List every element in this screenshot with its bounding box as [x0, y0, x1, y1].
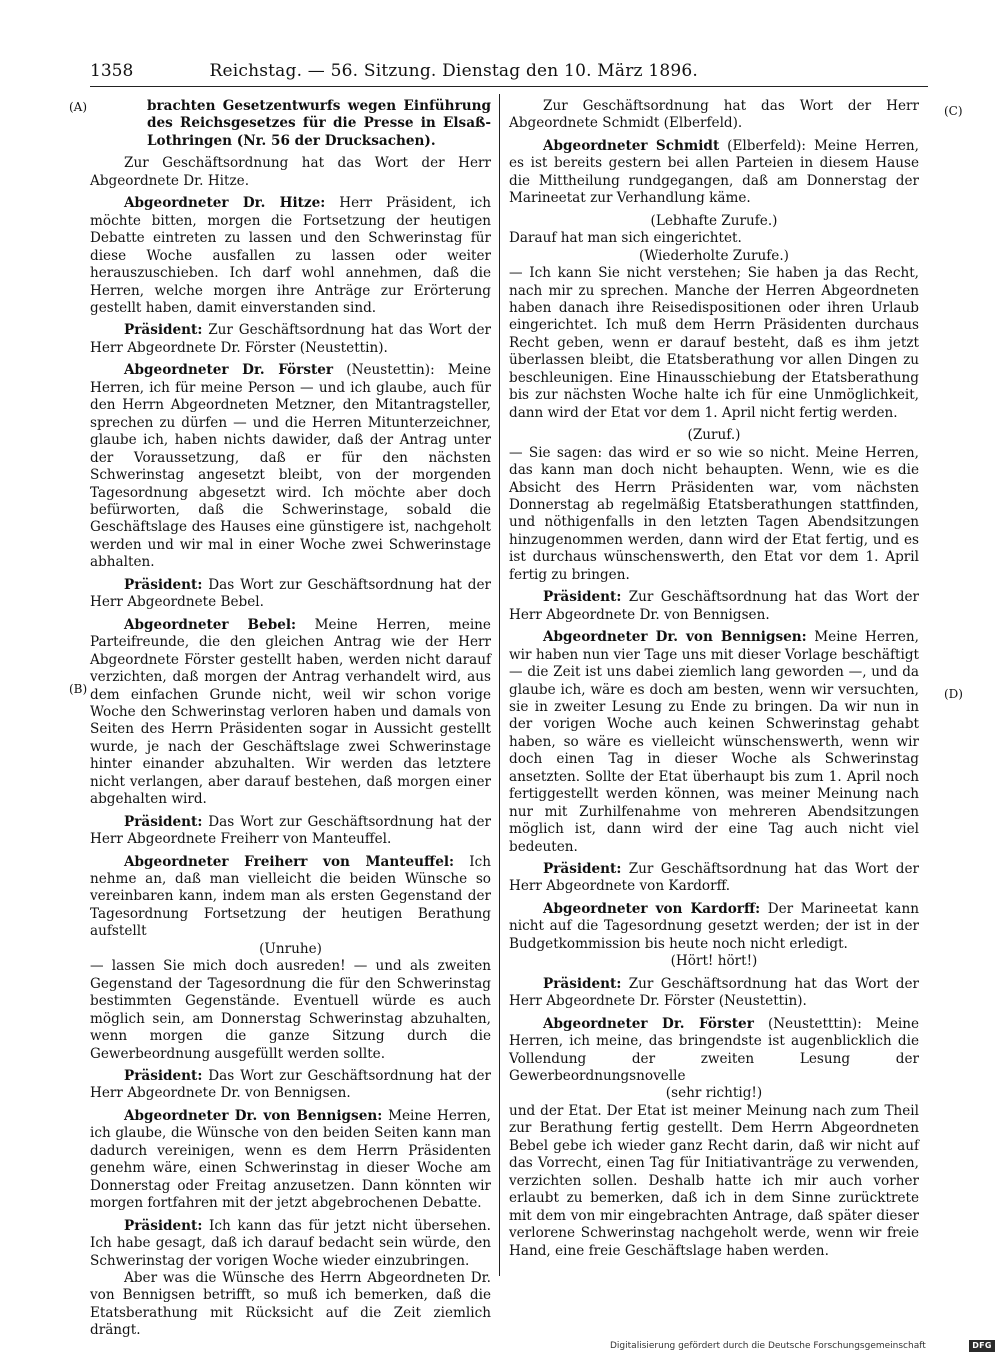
header-rule	[90, 86, 928, 87]
paragraph	[90, 1270, 491, 1340]
paragraph-text: brachten Gesetzentwurfs wegen Einführung des Reichsgesetzes für die Presse in Elsaß-Lothringen (Nr. 56 der Drucksachen).	[147, 98, 491, 149]
paragraph	[90, 362, 491, 571]
paragraph-text: Ich nehme an, daß man vielleicht die beiden Wünsche so vereinbaren kann, indem man als ersten Gegenstand der Tagesordnung Fortsetzung der heutigen Berathung aufstellt	[90, 853, 492, 940]
paragraph	[90, 155, 491, 190]
speaker-name: Abgeordneter Freiherr von Manteuffel:	[124, 853, 455, 870]
paragraph	[90, 854, 491, 941]
speaker-name: Präsident:	[124, 322, 203, 339]
paragraph-text: (Elberfeld): Meine Herren, es ist bereits gestern bei allen Parteien in diesem Hause die Mittheilung rundgegangen, daß am Donnerstag der Marineetat zur Verhandlung käme.	[509, 137, 920, 207]
paragraph-text: Zur Geschäftsordnung hat das Wort der Herr Abgeordnete Dr. Förster (Neustettin).	[90, 322, 491, 356]
paragraph	[509, 230, 919, 247]
paragraph	[509, 138, 919, 208]
paragraph	[90, 958, 491, 1063]
paragraph-text: Der Marineetat kann nicht auf die Tagesordnung gesetzt werden; der ist in der Budgetkommission bis heute noch nicht erledigt.	[509, 900, 919, 952]
speaker-name: Abgeordneter Dr. Hitze:	[124, 195, 326, 212]
paragraph-text: Zur Geschäftsordnung hat das Wort der Herr Abgeordnete Dr. Förster (Neustettin).	[509, 975, 919, 1010]
paragraph	[509, 1103, 919, 1260]
margin-marker-d: (D)	[944, 687, 963, 701]
paragraph	[509, 213, 919, 230]
column-separator	[499, 94, 500, 1276]
paragraph-text: Das Wort zur Geschäftsordnung hat der Herr Abgeordnete Bebel.	[90, 576, 491, 611]
dfg-logo: DFG	[969, 1340, 995, 1352]
paragraph-text: Das Wort zur Geschäftsordnung hat der Herr Abgeordnete Freiherr von Manteuffel.	[90, 813, 491, 848]
paragraph-text: — Sie sagen: das wird er so wie so nicht. Meine Herren, das kann man doch nicht behaupten. Wenn, wie es die Absicht des Herrn Präsidenten war, vom nächsten Donnerstag ab regelmäßig Etatsberathungen stattfinden, und nöthigenfalls in den letzten Tagen Abendsitzungen hinzugenommen werden, dann wird der Etat fertig, und es ist durchaus wünschenswerth, den Etat vor dem 1. April fertig zu bringen.	[509, 444, 919, 583]
paragraph	[90, 1068, 491, 1103]
paragraph-text: (Neustettin): Meine Herren, ich für meine Person — und ich glaube, auch für den Herrn Abgeordneten Metzner, den Mitantragsteller, sprechen zu dürfen — und die Herren Mitunterzeichner, glaube ich, haben nichts dawider, daß der Antrag unter der Voraussetzung, daß er für den nächsten Schwerinstag angesetzt bleibt, von der morgenden Tagesordnung abgesetzt wird. Ich möchte aber doch befürworten, daß die Schwerinstage, sobald die Geschäftslage des Hauses eine günstigere ist, nachgeholt werden und wir mal in einer Woche zwei Schwerinstage abhalten.	[90, 362, 491, 571]
paragraph	[509, 976, 919, 1011]
paragraph	[90, 195, 491, 317]
speaker-name: Abgeordneter Dr. Förster	[124, 362, 334, 379]
speaker-name: Abgeordneter Schmidt	[543, 137, 720, 154]
paragraph	[509, 248, 919, 265]
paragraph-text: Zur Geschäftsordnung hat das Wort der Herr Abgeordnete Schmidt (Elberfeld).	[509, 98, 919, 132]
paragraph	[90, 577, 491, 612]
margin-marker-a: (A)	[69, 100, 88, 114]
paragraph-text: Meine Herren, wir haben nun vier Tage uns mit dieser Vorlage beschäftigt — die Zeit ist uns dabei ziemlich lang geworden —, und da glaube ich, wäre es doch am besten, wenn wir versuchten, sie in zweiter Lesung zu Ende zu bringen. Da wir nun in der vorigen Woche auch keinen Schwerinstag gehabt haben, so wäre es vielleicht wünschenswerth, wenn wir doch einen Tag in dieser Woche als Schwerinstag ansetzten. Sollte der Etat überhaupt bis zum 1. April noch fertiggestellt werden können, was meiner Meinung nach nur mit Zurhilfenahme von mehreren Abendsitzungen möglich ist, dann wird der eine Tag auch nicht viel bedeuten.	[509, 629, 919, 855]
paragraph-text: Zur Geschäftsordnung hat das Wort der Herr Abgeordnete Dr. Hitze.	[90, 155, 491, 189]
paragraph	[90, 814, 491, 849]
speaker-name: Präsident:	[124, 813, 203, 830]
paragraph-text: Meine Herren, meine Parteifreunde, die den gleichen Antrag wie der Herr Abgeordnete Förster gestellt haben, werden nicht darauf verzichten, daß morgen der Antrag verhandelt wird, aus dem einfachen Grunde nicht, weil wir schon vorige Woche den Schwerinstag verloren haben und damals von Seiten des Herrn Präsidenten sogar in Aussicht gestellt wurde, je nach der Geschäftslage zwei Schwerinstage hinter einander abzuhalten. Wir werden das letztere nicht verlangen, aber darauf bestehen, daß morgen einer abgehalten wird.	[90, 616, 491, 808]
paragraph-text: (Lebhafte Zurufe.)	[650, 212, 778, 229]
speaker-name: Abgeordneter Dr. von Bennigsen:	[124, 1107, 383, 1124]
margin-marker-b: (B)	[69, 682, 88, 696]
paragraph-text: (Unruhe)	[259, 940, 322, 957]
running-header	[90, 58, 698, 84]
paragraph	[509, 1016, 919, 1086]
paragraph	[90, 1108, 491, 1213]
paragraph-text: Zur Geschäftsordnung hat das Wort der Herr Abgeordnete von Kardorff.	[509, 861, 919, 895]
paragraph-text: Ich kann das für jetzt nicht übersehen. Ich habe gesagt, daß ich darauf bedacht sein würde, den Schwerinstag der vorigen Woche wieder einzubringen.	[90, 1217, 491, 1269]
paragraph	[509, 629, 919, 856]
paragraph	[509, 1085, 919, 1102]
paragraph-text: Meine Herren, ich glaube, die Wünsche von den beiden Seiten kann man dadurch vereinigen, wenn es dem Herrn Präsidenten genehm wäre, einen Schwerinstag in dieser Woche am Donnerstag oder Freitag anzusetzen. Dann könnten wir morgen fortfahren mit der jetzt abgebrochenen Debatte.	[90, 1107, 491, 1212]
paragraph-text: — lassen Sie mich doch ausreden! — und als zweiten Gegenstand der Tagesordnung die für den Schwerinstag bestimmten Gegenstände. Eventuell würde es auch möglich sein, am Donnerstag Schwerinstag abzuhalten, wenn morgen die ganze Sitzung durch die Gewerbeordnung ausgefüllt werden sollte.	[90, 958, 491, 1062]
running-title: Reichstag. — 56. Sitzung. Dienstag den 10. März 1896.	[209, 61, 698, 81]
speaker-name: Präsident:	[124, 1068, 203, 1085]
paragraph	[509, 901, 919, 953]
speaker-name: Präsident:	[124, 1217, 203, 1234]
margin-marker-c: (C)	[944, 104, 963, 118]
paragraph-text: Darauf hat man sich eingerichtet.	[509, 230, 742, 247]
paragraph	[509, 861, 919, 896]
speaker-name: Präsident:	[543, 861, 622, 878]
paragraph	[509, 98, 919, 133]
speaker-name: Abgeordneter Dr. von Bennigsen:	[543, 629, 807, 646]
page-number: 1358	[90, 61, 134, 81]
paragraph-text: (Neustetttin): Meine Herren, ich meine, das bringendste ist augenblicklich die Vollendung der zweiten Lesung der Gewerbeordnungsnovelle	[509, 1015, 920, 1085]
speaker-name: Präsident:	[543, 589, 622, 606]
paragraph-text: Zur Geschäftsordnung hat das Wort der Herr Abgeordnete Dr. von Bennigsen.	[509, 589, 919, 623]
footer-credit: Digitalisierung gefördert durch die Deutsche Forschungsgemeinschaft	[610, 1341, 926, 1351]
speaker-name: Präsident:	[124, 576, 203, 593]
paragraph	[90, 322, 491, 357]
paragraph	[509, 445, 919, 585]
paragraph-text: Herr Präsident, ich möchte bitten, morgen die Fortsetzung der heutigen Debatte eintreten zu lassen und den Schwerinstag für diese Woche ausfallen zu lassen oder weiter herauszuschieben. Ich darf wohl annehmen, daß die Herren, welche morgen ihre Anträge zur Erörterung gestellt haben, damit einverstanden sind.	[90, 195, 491, 316]
paragraph-text: (Hört! hört!)	[670, 953, 758, 970]
paragraph-text: (Wiederholte Zurufe.)	[639, 247, 789, 264]
paragraph	[90, 617, 491, 809]
paragraph	[90, 1218, 491, 1270]
speaker-name: Abgeordneter Dr. Förster	[543, 1015, 754, 1032]
speaker-name: Präsident:	[543, 975, 622, 992]
paragraph	[509, 265, 919, 422]
paragraph-text: und der Etat. Der Etat ist meiner Meinung nach zum Theil zur Berathung fertig gestellt. Dem Herrn Abgeordneten Bebel gebe ich wieder ganz Recht darin, daß wir nicht auf das Vorrecht, einen Tag für Initiativanträge zu verwenden, verzichten sollen. Deshalb hatte ich mir auch vorher erlaubt zu bemerken, daß ich in dem Sinne zurücktrete mit dem von mir eingebrachten Antrage, daß später dieser verlorene Schwerinstag nachgeholt werde, wenn wir freie Hand, eine freie Geschäftslage haben werden.	[509, 1102, 919, 1259]
paragraph-text: Das Wort zur Geschäftsordnung hat der Herr Abgeordnete Dr. von Bennigsen.	[90, 1068, 491, 1102]
paragraph	[90, 941, 491, 958]
paragraph	[147, 98, 491, 150]
paragraph-text: — Ich kann Sie nicht verstehen; Sie haben ja das Recht, nach mir zu sprechen. Manche der Herren Abgeordneten haben danach ihre Reisedispositionen oder ihren Urlaub eingerichtet. Ich muß dem Herrn Präsidenten durchaus Recht geben, wenn er darauf besteht, daß es ihm jetzt überlassen bleibt, die Etatsberathung vor allen Dingen zu beschleunigen. Eine Hinausschiebung der Etatsberathung bis zur nächsten Woche halte ich für eine Unmöglichkeit, dann wird der Etat vor dem 1. April nicht fertig werden.	[509, 265, 919, 421]
speaker-name: Abgeordneter Bebel:	[124, 616, 297, 633]
paragraph	[509, 953, 919, 970]
paragraph-text: (Zuruf.)	[687, 427, 741, 444]
paragraph-text: (sehr richtig!)	[665, 1085, 763, 1102]
paragraph	[509, 589, 919, 624]
paragraph	[509, 427, 919, 444]
right-column	[509, 98, 919, 1265]
left-column	[90, 98, 491, 1345]
speaker-name: Abgeordneter von Kardorff:	[543, 900, 761, 917]
paragraph-text: Aber was die Wünsche des Herrn Abgeordneten Dr. von Bennigsen betrifft, so muß ich bemerken, daß die Etatsberathung mit Rücksicht auf die Zeit ziemlich drängt.	[90, 1270, 491, 1339]
